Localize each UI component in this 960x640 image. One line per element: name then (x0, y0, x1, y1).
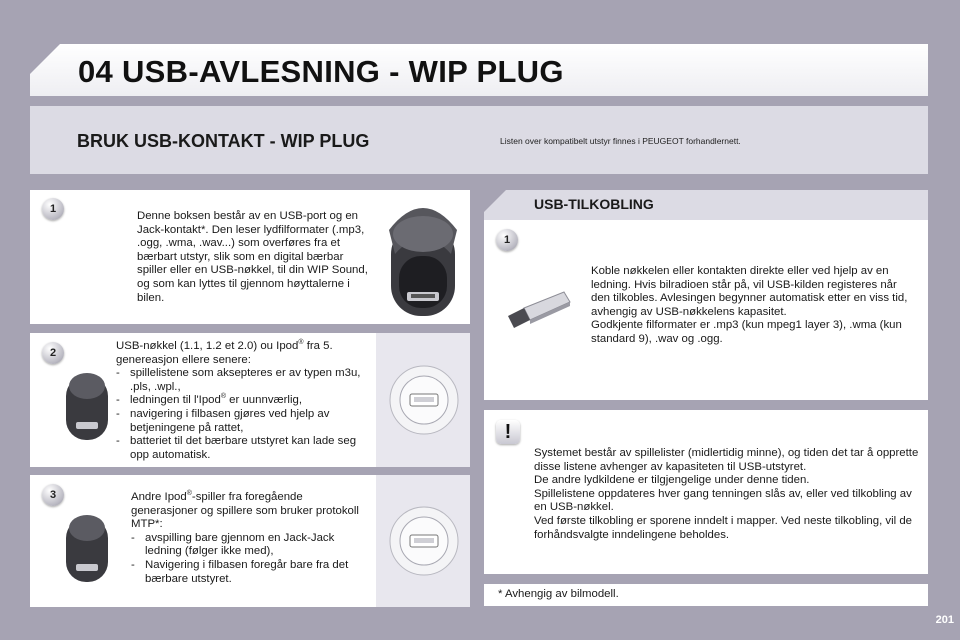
usb-text (591, 265, 916, 347)
list-item-text: batteriet til det bærbare utstyret kan lade seg opp automatisk. (130, 435, 357, 461)
list-item (116, 435, 371, 462)
usb-text-1: Koble nøkkelen eller kontakten direkte eller ved hjelp av en ledning. Hvis bilradioen står på, vil USB-kilden registeres når den tilkobles. Avlesingen begynner automatisk etter en viss tid, avhengig av USB-nøkkelens kapasitet. (591, 265, 908, 318)
intro-text: Andre Ipod (131, 491, 187, 503)
list-item-text: ledningen til l'Ipod (130, 394, 221, 407)
footnote: * Avhengig av bilmodell. (498, 588, 619, 600)
warning-icon: ! (496, 420, 520, 444)
list-item (116, 408, 371, 435)
list-item (116, 367, 371, 394)
intro-text: USB-nøkkel (1.1, 1.2 et 2.0) ou Ipod (116, 340, 299, 352)
usb-box-icon (62, 506, 112, 591)
list-item-text: avspilling bare gjennom en Jack-Jack ledning (følger ikke med), (145, 531, 335, 558)
list-item (131, 532, 366, 559)
step-badge-usb-1: 1 (496, 229, 518, 251)
list-item-text-end: er uunnværlig, (226, 394, 302, 407)
list-item-text: Navigering i filbasen foregår bare fra det bærbare utstyret. (145, 558, 349, 585)
registered-mark: ® (220, 393, 227, 401)
panel-3-text (131, 491, 366, 586)
intro-text-end: -spiller fra foregående generasjoner og spillere som bruker protokoll MTP*: (131, 491, 359, 531)
panel-1-text: Denne boksen består av en USB-port og en Jack-kontakt*. Den leser lydfilformater (.mp3, .ogg, .wma, .wav...) som overføres fra et bærbart utstyr, slik som en digital bærbar spiller eller en USB-nøkkel, til din WIP Sound, og som kan lyttes til gjennom høyttalerne i bilen. (137, 210, 368, 304)
panel-2-text (116, 340, 371, 462)
usb-box-icon (62, 364, 112, 449)
warning-line: Ved første tilkobling er sporene inndelt i mapper. Ved neste tilkobling, vil de forhåndsvalgte inndelingene beholdes. (534, 514, 913, 541)
compat-note: Listen over kompatibelt utstyr finnes i PEUGEOT forhandlernett. (500, 136, 741, 146)
step-badge-1: 1 (42, 198, 64, 220)
usb-stick-icon (502, 290, 572, 337)
list-item-text: navigering i filbasen gjøres ved hjelp av betjeningene på rattet, (130, 407, 330, 434)
warning-text (534, 447, 920, 542)
list-item (116, 394, 371, 408)
registered-mark: ® (298, 339, 304, 347)
usb-text-2: Godkjente filformater er .mp3 (kun mpeg1 layer 3), .wma (kun standard 9), .wav og .ogg. (591, 319, 902, 345)
registered-mark: ® (186, 490, 192, 498)
usb-box-icon (385, 194, 461, 327)
step-badge-3: 3 (42, 484, 64, 506)
step-badge-2: 2 (42, 342, 64, 364)
usb-port-closeup-icon (388, 505, 460, 582)
intro-text-end: fra 5. genereasjon ellere senere: (116, 340, 333, 366)
usb-heading: USB-TILKOBLING (534, 196, 654, 212)
list-item (131, 559, 366, 586)
section-heading: BRUK USB-KONTAKT - WIP PLUG (77, 131, 370, 151)
page-number: 201 (935, 614, 954, 626)
warning-line: De andre lydkildene er tilgjengelige under denne tiden. (534, 474, 810, 487)
warning-line: Spillelistene oppdateres hver gang tenningen slås av, eller ved tilkobling av en USB-nøkkel. (534, 487, 912, 514)
usb-port-closeup-icon (388, 364, 460, 441)
warning-line: Systemet består av spillelister (midlertidig minne), og tiden det tar å opprette disse listene avhenger av kapasiteten til USB-utstyret. (534, 447, 919, 473)
page-title: 04 USB-AVLESNING - WIP PLUG (78, 54, 564, 89)
list-item-text: spillelistene som aksepteres er av typen m3u, .pls, .wpl., (130, 367, 361, 393)
